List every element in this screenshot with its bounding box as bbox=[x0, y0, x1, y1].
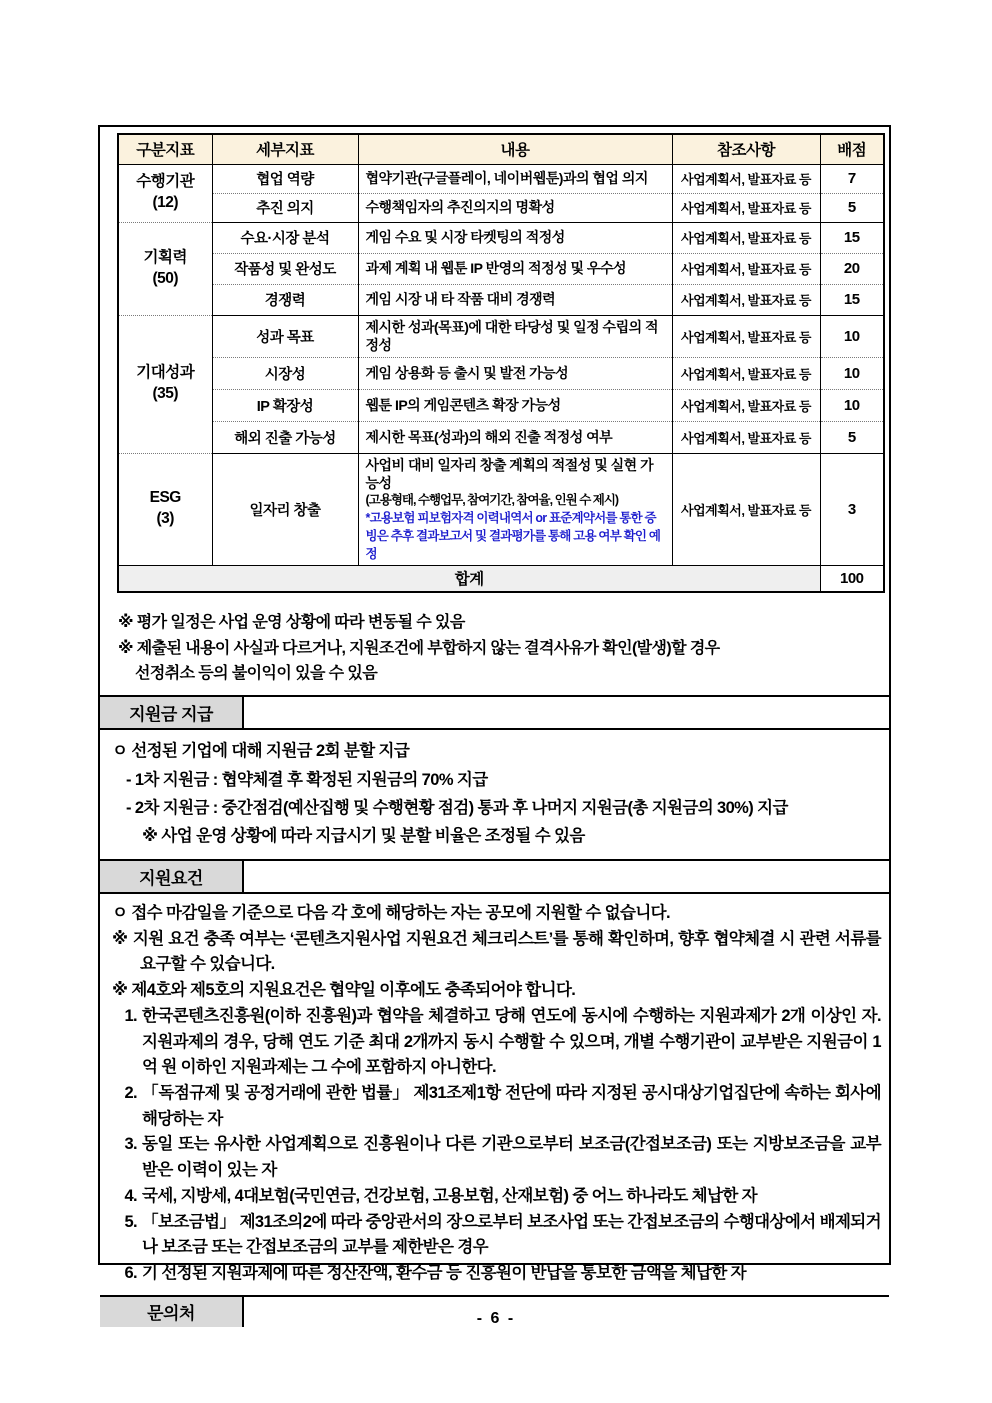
requirement-item bbox=[112, 1261, 881, 1287]
table-row bbox=[118, 284, 884, 315]
table-row bbox=[118, 421, 884, 453]
esg-sub-text: (고용형태, 수행업무, 참여기간, 참여율, 인원 수 제시) bbox=[365, 492, 619, 507]
points-cell: 15 bbox=[820, 284, 884, 315]
requirement-item bbox=[112, 1184, 881, 1210]
category-label: 기대성과 bbox=[136, 364, 195, 382]
requirement-number: 1. bbox=[124, 1006, 137, 1025]
content-cell: 수행책임자의 추진의지의 명확성 bbox=[358, 193, 672, 222]
column-header: 참조사항 bbox=[672, 134, 820, 164]
requirement-text: 한국콘텐츠진흥원(이하 진흥원)과 협약을 체결하고 당해 연도에 동시에 수행하는 지원과제가 2개 이상인 자. 지원과제의 경우, 당해 연도 기준 최대 2개까지 동시 수행할 수 있으며, 개별 수행기관이 교부받은 지원금이 1억 원 이하인 지원과제는 그 수에 포함하지 아니한다. bbox=[142, 1006, 881, 1077]
requirements-intro-line: ※ 지원 요건 충족 여부는 ‘콘텐츠지원사업 지원요건 체크리스트’를 통해 확인하며, 향후 협약체결 시 관련 서류를 요구할 수 있습니다. bbox=[112, 929, 881, 974]
content-cell: 과제 계획 내 웹툰 IP 반영의 적정성 및 우수성 bbox=[358, 253, 672, 284]
reference-cell: 사업계획서, 발표자료 등 bbox=[672, 389, 820, 421]
section-title: 문의처 bbox=[100, 1297, 244, 1327]
detail-cell: 협업 역량 bbox=[212, 164, 358, 193]
points-cell: 7 bbox=[820, 164, 884, 193]
detail-cell: 해외 진출 가능성 bbox=[212, 421, 358, 453]
score-table-wrap bbox=[100, 127, 889, 601]
points-cell: 5 bbox=[820, 421, 884, 453]
requirement-text: 동일 또는 유사한 사업계획으로 진흥원이나 다른 기관으로부터 보조금(간접보조금) 또는 지방보조금을 교부받은 이력이 있는 자 bbox=[142, 1135, 881, 1180]
table-row bbox=[118, 315, 884, 357]
requirement-text: 「독점규제 및 공정거래에 관한 법률」 제31조제1항 전단에 따라 지정된 공시대상기업집단에 속하는 회사에 해당하는 자 bbox=[142, 1083, 881, 1128]
esg-blue-note: *고용보험 피보험자격 이력내역서 or 표준계약서를 통한 증빙은 추후 결과보고서 및 결과평가를 통해 고용 여부 확인 예정 bbox=[365, 510, 661, 561]
content-cell: 제시한 성과(목표)에 대한 타당성 및 일정 수립의 적정성 bbox=[358, 315, 672, 357]
footnote: ※ 제출된 내용이 사실과 다르거나, 지원조건에 부합하지 않는 결격사유가 확인(발생)할 경우 bbox=[118, 639, 720, 657]
table-row bbox=[118, 222, 884, 253]
requirement-number: 2. bbox=[124, 1083, 137, 1102]
detail-cell: 성과 목표 bbox=[212, 315, 358, 357]
category-points: (12) bbox=[152, 194, 179, 211]
requirements-intro-line: ※ 제4호와 제5호의 지원요건은 협약일 이후에도 충족되어야 합니다. bbox=[112, 981, 576, 1000]
detail-cell: 일자리 창출 bbox=[212, 453, 358, 566]
column-header: 구분지표 bbox=[118, 134, 212, 164]
detail-cell: 추진 의지 bbox=[212, 193, 358, 222]
payment-line: - 1차 지원금 : 협약체결 후 확정된 지원금의 70% 지급 bbox=[126, 770, 488, 789]
content-cell bbox=[358, 453, 672, 566]
category-points: (35) bbox=[152, 385, 179, 402]
reference-cell: 사업계획서, 발표자료 등 bbox=[672, 253, 820, 284]
category-label: 수행기관 bbox=[136, 173, 195, 191]
requirement-number: 5. bbox=[124, 1212, 137, 1231]
payment-section-body bbox=[100, 730, 889, 859]
content-cell: 웹툰 IP의 게임콘텐츠 확장 가능성 bbox=[358, 389, 672, 421]
section-bar-payment bbox=[100, 695, 889, 730]
content-cell: 제시한 목표(성과)의 해외 진출 적정성 여부 bbox=[358, 421, 672, 453]
requirements-intro-line: ㅇ 접수 마감일을 기준으로 다음 각 호에 해당하는 자는 공모에 지원할 수 없습니다. bbox=[112, 903, 670, 922]
category-cell bbox=[118, 164, 212, 222]
requirement-text: 「보조금법」 제31조의2에 따라 중앙관서의 장으로부터 보조사업 또는 간접보조금의 수행대상에서 배제되거나 보조금 또는 간접보조금의 교부를 제한받은 경우 bbox=[142, 1212, 881, 1257]
table-row bbox=[118, 193, 884, 222]
total-label-cell: 합계 bbox=[118, 566, 820, 592]
points-cell: 5 bbox=[820, 193, 884, 222]
requirement-number: 6. bbox=[124, 1264, 137, 1283]
detail-cell: 작품성 및 완성도 bbox=[212, 253, 358, 284]
payment-line: ※ 사업 운영 상황에 따라 지급시기 및 분할 비율은 조정될 수 있음 bbox=[142, 827, 585, 846]
payment-line: - 2차 지원금 : 중간점검(예산집행 및 수행현황 점검) 통과 후 나머지 지원금(총 지원금의 30%) 지급 bbox=[126, 799, 788, 818]
total-points-cell: 100 bbox=[820, 566, 884, 592]
content-cell: 협약기관(구글플레이, 네이버웹툰)과의 협업 의지 bbox=[358, 164, 672, 193]
requirement-item bbox=[112, 1004, 881, 1081]
evaluation-criteria-table bbox=[117, 133, 885, 593]
table-header-row bbox=[118, 134, 884, 164]
reference-cell: 사업계획서, 발표자료 등 bbox=[672, 315, 820, 357]
payment-line: ㅇ 선정된 기업에 대해 지원금 2회 분할 지급 bbox=[112, 742, 410, 761]
reference-cell: 사업계획서, 발표자료 등 bbox=[672, 222, 820, 253]
reference-cell: 사업계획서, 발표자료 등 bbox=[672, 421, 820, 453]
total-row bbox=[118, 566, 884, 592]
requirement-item bbox=[112, 1210, 881, 1261]
category-cell bbox=[118, 453, 212, 566]
table-row bbox=[118, 357, 884, 389]
table-row bbox=[118, 389, 884, 421]
reference-cell: 사업계획서, 발표자료 등 bbox=[672, 164, 820, 193]
category-points: (50) bbox=[152, 269, 179, 287]
points-cell: 15 bbox=[820, 222, 884, 253]
section-title: 지원요건 bbox=[100, 861, 244, 892]
requirement-text: 기 선정된 지원과제에 따른 정산잔액, 환수금 등 진흥원이 반납을 통보한 금액을 체납한 자 bbox=[142, 1264, 746, 1283]
requirement-item bbox=[112, 1132, 881, 1183]
category-cell bbox=[118, 315, 212, 453]
esg-main-text: 사업비 대비 일자리 창출 계획의 적절성 및 실현 가능성 bbox=[365, 456, 654, 491]
requirement-item bbox=[112, 1081, 881, 1132]
points-cell: 10 bbox=[820, 389, 884, 421]
section-bar-spacer bbox=[244, 861, 889, 892]
detail-cell: 시장성 bbox=[212, 357, 358, 389]
detail-cell: 수요·시장 분석 bbox=[212, 222, 358, 253]
column-header: 내용 bbox=[358, 134, 672, 164]
reference-cell: 사업계획서, 발표자료 등 bbox=[672, 357, 820, 389]
requirements-section-body bbox=[100, 894, 889, 1295]
section-bar-requirements bbox=[100, 859, 889, 894]
points-cell: 10 bbox=[820, 315, 884, 357]
page-number: - 6 - bbox=[476, 1310, 516, 1327]
reference-cell: 사업계획서, 발표자료 등 bbox=[672, 453, 820, 566]
column-header: 배점 bbox=[820, 134, 884, 164]
detail-cell: IP 확장성 bbox=[212, 389, 358, 421]
category-label: ESG bbox=[149, 489, 181, 507]
table-row bbox=[118, 253, 884, 284]
points-cell: 3 bbox=[820, 453, 884, 566]
reference-cell: 사업계획서, 발표자료 등 bbox=[672, 284, 820, 315]
category-label: 기획력 bbox=[143, 248, 187, 266]
points-cell: 20 bbox=[820, 253, 884, 284]
detail-cell: 경쟁력 bbox=[212, 284, 358, 315]
table-row bbox=[118, 164, 884, 193]
category-cell bbox=[118, 222, 212, 315]
section-title: 지원금 지급 bbox=[100, 697, 244, 728]
table-row bbox=[118, 453, 884, 566]
footnote: 선정취소 등의 불이익이 있을 수 있음 bbox=[135, 665, 378, 683]
table-footnotes bbox=[100, 601, 889, 696]
content-cell: 게임 상용화 등 출시 및 발전 가능성 bbox=[358, 357, 672, 389]
requirement-number: 4. bbox=[124, 1186, 137, 1205]
section-bar-spacer bbox=[244, 697, 889, 728]
footnote: ※ 평가 일정은 사업 운영 상황에 따라 변동될 수 있음 bbox=[118, 613, 465, 631]
requirement-text: 국세, 지방세, 4대보험(국민연금, 건강보험, 고용보험, 산재보험) 중 어느 하나라도 체납한 자 bbox=[142, 1186, 757, 1205]
category-points: (3) bbox=[156, 510, 174, 528]
requirement-number: 3. bbox=[124, 1135, 137, 1154]
content-cell: 게임 수요 및 시장 타켓팅의 적정성 bbox=[358, 222, 672, 253]
content-cell: 게임 시장 내 타 작품 대비 경쟁력 bbox=[358, 284, 672, 315]
reference-cell: 사업계획서, 발표자료 등 bbox=[672, 193, 820, 222]
content-frame bbox=[98, 125, 891, 1324]
column-header: 세부지표 bbox=[212, 134, 358, 164]
points-cell: 10 bbox=[820, 357, 884, 389]
